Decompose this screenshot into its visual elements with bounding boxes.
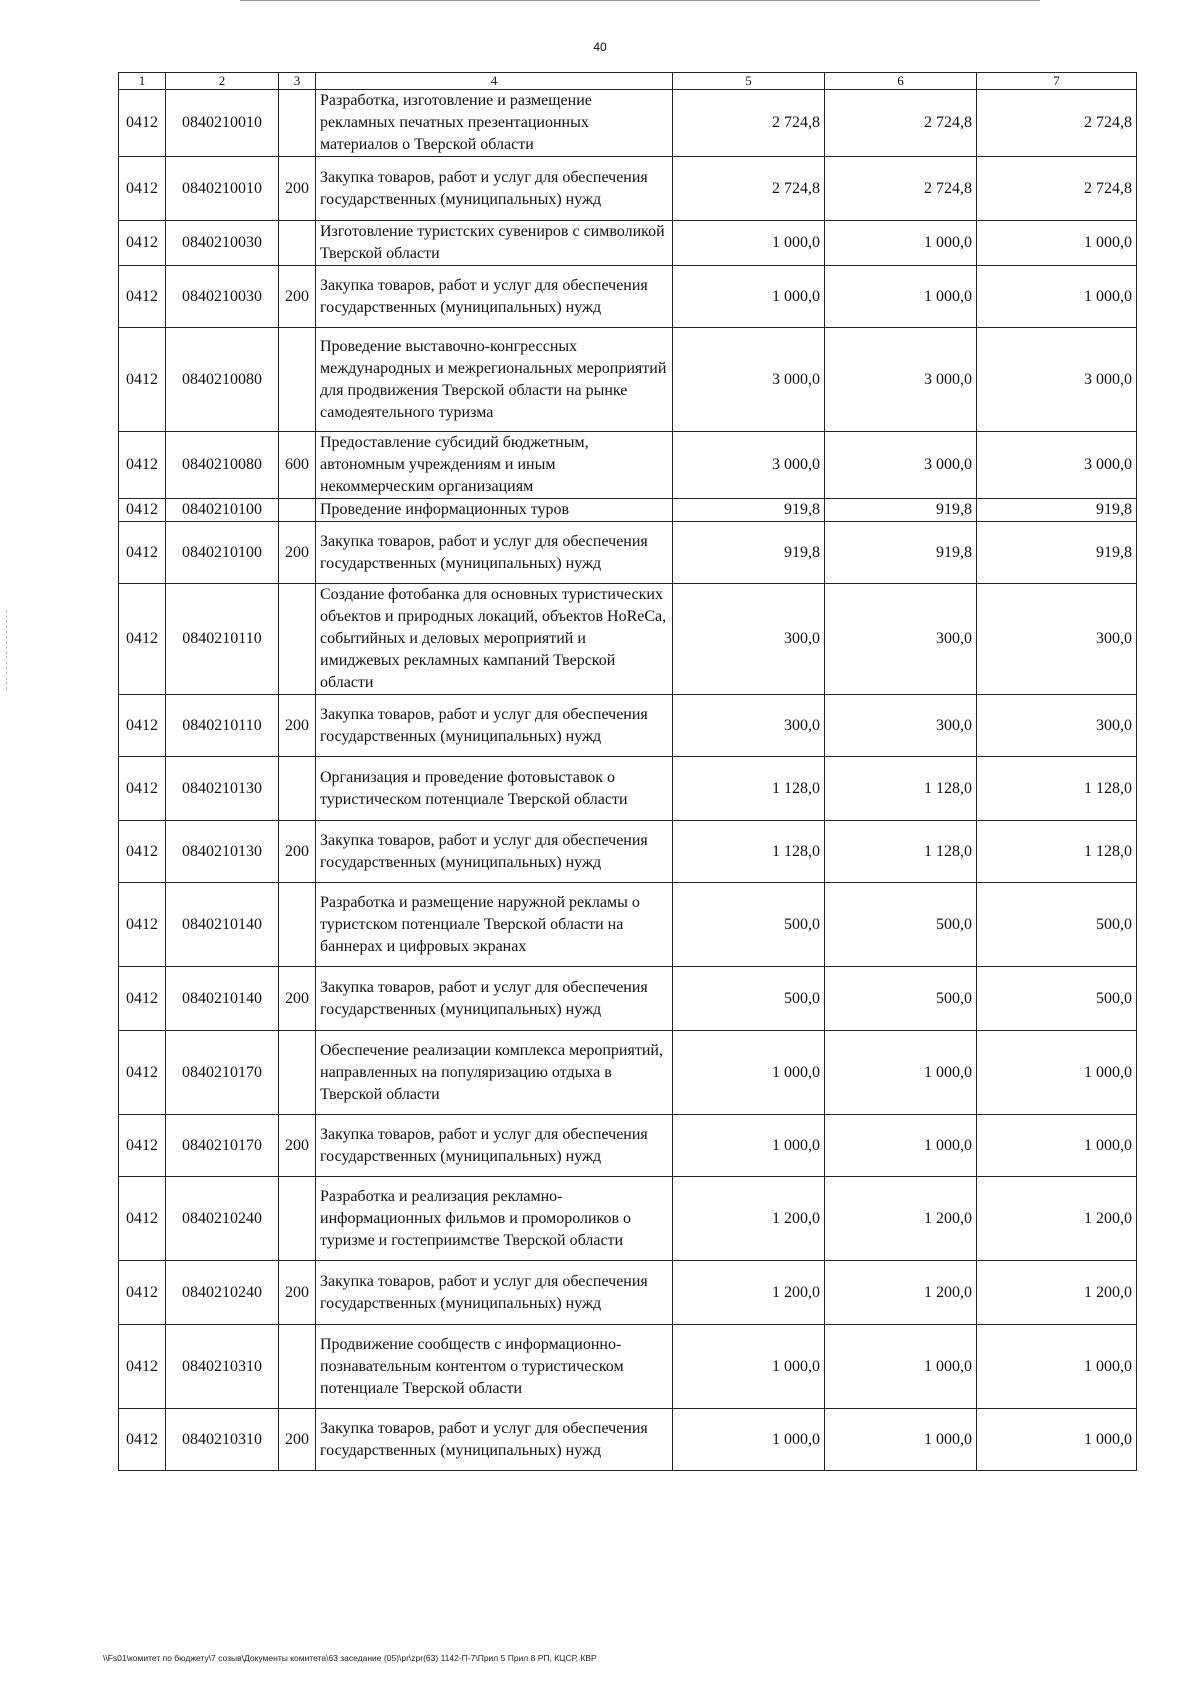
column-header: 7: [977, 73, 1137, 90]
section-code-cell: 0412: [119, 695, 166, 757]
item-name-cell: Предоставление субсидий бюджетным, автономным учреждениям и иным некоммерческим организациям: [316, 432, 673, 499]
table-row: [119, 499, 1137, 522]
expense-type-cell: [279, 90, 316, 157]
table-row: [119, 1115, 1137, 1177]
item-name-cell: Закупка товаров, работ и услуг для обеспечения государственных (муниципальных) нужд: [316, 1261, 673, 1325]
amount-cell-year-3: 2 724,8: [977, 90, 1137, 157]
amount-cell-year-3: 1 200,0: [977, 1261, 1137, 1325]
expense-type-cell: 200: [279, 967, 316, 1031]
amount-cell-year-3: 300,0: [977, 695, 1137, 757]
section-code-cell: 0412: [119, 266, 166, 328]
amount-cell-year-2: 1 128,0: [825, 821, 977, 883]
table-row: [119, 584, 1137, 695]
target-article-cell: 0840210080: [166, 432, 279, 499]
target-article-cell: 0840210240: [166, 1261, 279, 1325]
amount-cell-year-2: 2 724,8: [825, 90, 977, 157]
amount-cell-year-3: 3 000,0: [977, 328, 1137, 432]
section-code-cell: 0412: [119, 90, 166, 157]
amount-cell-year-1: 1 000,0: [673, 1409, 825, 1471]
amount-cell-year-2: 500,0: [825, 967, 977, 1031]
table-row: [119, 757, 1137, 821]
target-article-cell: 0840210310: [166, 1409, 279, 1471]
amount-cell-year-3: 500,0: [977, 883, 1137, 967]
amount-cell-year-3: 2 724,8: [977, 157, 1137, 221]
amount-cell-year-1: 500,0: [673, 883, 825, 967]
section-code-cell: 0412: [119, 221, 166, 266]
amount-cell-year-1: 500,0: [673, 967, 825, 1031]
target-article-cell: 0840210140: [166, 967, 279, 1031]
table-row: [119, 522, 1137, 584]
table-row: [119, 432, 1137, 499]
expense-type-cell: 200: [279, 1409, 316, 1471]
section-code-cell: 0412: [119, 432, 166, 499]
table-row: [119, 157, 1137, 221]
item-name-cell: Создание фотобанка для основных туристических объектов и природных локаций, объектов HoReCa, событийных и деловых мероприятий и имиджевых рекламных кампаний Тверской области: [316, 584, 673, 695]
expense-type-cell: 200: [279, 695, 316, 757]
item-name-cell: Организация и проведение фотовыставок о туристическом потенциале Тверской области: [316, 757, 673, 821]
amount-cell-year-3: 1 128,0: [977, 757, 1137, 821]
amount-cell-year-1: 2 724,8: [673, 90, 825, 157]
amount-cell-year-2: 3 000,0: [825, 432, 977, 499]
section-code-cell: 0412: [119, 1115, 166, 1177]
expense-type-cell: [279, 584, 316, 695]
amount-cell-year-3: 1 000,0: [977, 1325, 1137, 1409]
target-article-cell: 0840210130: [166, 821, 279, 883]
expense-type-cell: [279, 328, 316, 432]
item-name-cell: Проведение информационных туров: [316, 499, 673, 522]
amount-cell-year-2: 1 000,0: [825, 221, 977, 266]
item-name-cell: Разработка, изготовление и размещение рекламных печатных презентационных материалов о Тверской области: [316, 90, 673, 157]
amount-cell-year-1: 1 128,0: [673, 821, 825, 883]
target-article-cell: 0840210110: [166, 584, 279, 695]
item-name-cell: Закупка товаров, работ и услуг для обеспечения государственных (муниципальных) нужд: [316, 1409, 673, 1471]
column-number-row: [119, 73, 1137, 90]
expense-type-cell: 200: [279, 157, 316, 221]
item-name-cell: Закупка товаров, работ и услуг для обеспечения государственных (муниципальных) нужд: [316, 1115, 673, 1177]
expense-type-cell: 200: [279, 1261, 316, 1325]
section-code-cell: 0412: [119, 967, 166, 1031]
amount-cell-year-2: 1 000,0: [825, 1115, 977, 1177]
amount-cell-year-1: 1 000,0: [673, 1031, 825, 1115]
amount-cell-year-2: 1 200,0: [825, 1177, 977, 1261]
amount-cell-year-2: 1 000,0: [825, 266, 977, 328]
item-name-cell: Продвижение сообществ с информационно-познавательным контентом о туристическом потенциале Тверской области: [316, 1325, 673, 1409]
amount-cell-year-3: 919,8: [977, 522, 1137, 584]
expense-type-cell: 200: [279, 821, 316, 883]
amount-cell-year-2: 1 000,0: [825, 1325, 977, 1409]
target-article-cell: 0840210010: [166, 90, 279, 157]
table-row: [119, 1031, 1137, 1115]
section-code-cell: 0412: [119, 1325, 166, 1409]
section-code-cell: 0412: [119, 1177, 166, 1261]
expense-type-cell: [279, 1031, 316, 1115]
column-header: 4: [316, 73, 673, 90]
section-code-cell: 0412: [119, 1031, 166, 1115]
section-code-cell: 0412: [119, 821, 166, 883]
table-row: [119, 1177, 1137, 1261]
table-row: [119, 328, 1137, 432]
table-row: [119, 1261, 1137, 1325]
target-article-cell: 0840210010: [166, 157, 279, 221]
amount-cell-year-1: 3 000,0: [673, 328, 825, 432]
amount-cell-year-3: 300,0: [977, 584, 1137, 695]
amount-cell-year-2: 919,8: [825, 499, 977, 522]
amount-cell-year-3: 1 000,0: [977, 1115, 1137, 1177]
section-code-cell: 0412: [119, 1261, 166, 1325]
amount-cell-year-1: 1 200,0: [673, 1177, 825, 1261]
target-article-cell: 0840210170: [166, 1115, 279, 1177]
item-name-cell: Изготовление туристских сувениров с символикой Тверской области: [316, 221, 673, 266]
target-article-cell: 0840210030: [166, 266, 279, 328]
amount-cell-year-2: 3 000,0: [825, 328, 977, 432]
top-edge-rule: [240, 0, 1040, 1]
amount-cell-year-3: 3 000,0: [977, 432, 1137, 499]
target-article-cell: 0840210240: [166, 1177, 279, 1261]
amount-cell-year-1: 300,0: [673, 584, 825, 695]
column-header: 1: [119, 73, 166, 90]
amount-cell-year-1: 1 000,0: [673, 1115, 825, 1177]
expense-type-cell: 600: [279, 432, 316, 499]
table-row: [119, 695, 1137, 757]
budget-table: [118, 72, 1137, 1471]
amount-cell-year-1: 2 724,8: [673, 157, 825, 221]
item-name-cell: Закупка товаров, работ и услуг для обеспечения государственных (муниципальных) нужд: [316, 266, 673, 328]
amount-cell-year-2: 2 724,8: [825, 157, 977, 221]
amount-cell-year-2: 1 200,0: [825, 1261, 977, 1325]
expense-type-cell: [279, 757, 316, 821]
amount-cell-year-1: 1 128,0: [673, 757, 825, 821]
amount-cell-year-1: 1 200,0: [673, 1261, 825, 1325]
item-name-cell: Разработка и реализация рекламно-информационных фильмов и промороликов о туризме и гостеприимстве Тверской области: [316, 1177, 673, 1261]
section-code-cell: 0412: [119, 883, 166, 967]
section-code-cell: 0412: [119, 584, 166, 695]
expense-type-cell: 200: [279, 522, 316, 584]
amount-cell-year-1: 919,8: [673, 522, 825, 584]
column-header: 5: [673, 73, 825, 90]
target-article-cell: 0840210030: [166, 221, 279, 266]
amount-cell-year-2: 1 000,0: [825, 1031, 977, 1115]
section-code-cell: 0412: [119, 157, 166, 221]
amount-cell-year-2: 300,0: [825, 695, 977, 757]
target-article-cell: 0840210140: [166, 883, 279, 967]
amount-cell-year-2: 1 128,0: [825, 757, 977, 821]
section-code-cell: 0412: [119, 328, 166, 432]
item-name-cell: Проведение выставочно-конгрессных международных и межрегиональных мероприятий для продвижения Тверской области на рынке самодеятельного туризма: [316, 328, 673, 432]
table-row: [119, 967, 1137, 1031]
amount-cell-year-3: 1 200,0: [977, 1177, 1137, 1261]
amount-cell-year-3: 1 128,0: [977, 821, 1137, 883]
table-row: [119, 90, 1137, 157]
target-article-cell: 0840210170: [166, 1031, 279, 1115]
item-name-cell: Закупка товаров, работ и услуг для обеспечения государственных (муниципальных) нужд: [316, 157, 673, 221]
amount-cell-year-3: 919,8: [977, 499, 1137, 522]
expense-type-cell: [279, 883, 316, 967]
column-header: 3: [279, 73, 316, 90]
amount-cell-year-3: 1 000,0: [977, 1031, 1137, 1115]
amount-cell-year-1: 300,0: [673, 695, 825, 757]
amount-cell-year-3: 1 000,0: [977, 266, 1137, 328]
section-code-cell: 0412: [119, 499, 166, 522]
expense-type-cell: 200: [279, 266, 316, 328]
item-name-cell: Закупка товаров, работ и услуг для обеспечения государственных (муниципальных) нужд: [316, 522, 673, 584]
expense-type-cell: [279, 1325, 316, 1409]
amount-cell-year-2: 1 000,0: [825, 1409, 977, 1471]
table-row: [119, 821, 1137, 883]
item-name-cell: Обеспечение реализации комплекса мероприятий, направленных на популяризацию отдыха в Тверской области: [316, 1031, 673, 1115]
amount-cell-year-1: 3 000,0: [673, 432, 825, 499]
scan-edge-marks: [6, 610, 9, 690]
expense-type-cell: [279, 1177, 316, 1261]
amount-cell-year-1: 1 000,0: [673, 266, 825, 328]
table-row: [119, 266, 1137, 328]
expense-type-cell: [279, 221, 316, 266]
expense-type-cell: [279, 499, 316, 522]
amount-cell-year-3: 1 000,0: [977, 1409, 1137, 1471]
target-article-cell: 0840210100: [166, 499, 279, 522]
section-code-cell: 0412: [119, 522, 166, 584]
section-code-cell: 0412: [119, 1409, 166, 1471]
amount-cell-year-3: 1 000,0: [977, 221, 1137, 266]
amount-cell-year-1: 1 000,0: [673, 1325, 825, 1409]
item-name-cell: Разработка и размещение наружной рекламы о туристском потенциале Тверской области на баннерах и цифровых экранах: [316, 883, 673, 967]
amount-cell-year-2: 919,8: [825, 522, 977, 584]
target-article-cell: 0840210080: [166, 328, 279, 432]
table-row: [119, 1325, 1137, 1409]
amount-cell-year-1: 919,8: [673, 499, 825, 522]
file-path-footer: \\Fs01\комитет по бюджету\7 созыв\Документы комитета\63 заседание (05)\pr\zpr(63) 1142-П-7\Прил 5 Прил 8 РП, КЦСР, КВР: [103, 1653, 597, 1663]
amount-cell-year-3: 500,0: [977, 967, 1137, 1031]
target-article-cell: 0840210100: [166, 522, 279, 584]
amount-cell-year-1: 1 000,0: [673, 221, 825, 266]
item-name-cell: Закупка товаров, работ и услуг для обеспечения государственных (муниципальных) нужд: [316, 821, 673, 883]
amount-cell-year-2: 500,0: [825, 883, 977, 967]
section-code-cell: 0412: [119, 757, 166, 821]
item-name-cell: Закупка товаров, работ и услуг для обеспечения государственных (муниципальных) нужд: [316, 695, 673, 757]
expense-type-cell: 200: [279, 1115, 316, 1177]
amount-cell-year-2: 300,0: [825, 584, 977, 695]
target-article-cell: 0840210130: [166, 757, 279, 821]
target-article-cell: 0840210110: [166, 695, 279, 757]
table-row: [119, 883, 1137, 967]
item-name-cell: Закупка товаров, работ и услуг для обеспечения государственных (муниципальных) нужд: [316, 967, 673, 1031]
target-article-cell: 0840210310: [166, 1325, 279, 1409]
table-row: [119, 1409, 1137, 1471]
page-number: 40: [593, 40, 607, 54]
column-header: 2: [166, 73, 279, 90]
table-row: [119, 221, 1137, 266]
column-header: 6: [825, 73, 977, 90]
table-body: [119, 90, 1137, 1471]
